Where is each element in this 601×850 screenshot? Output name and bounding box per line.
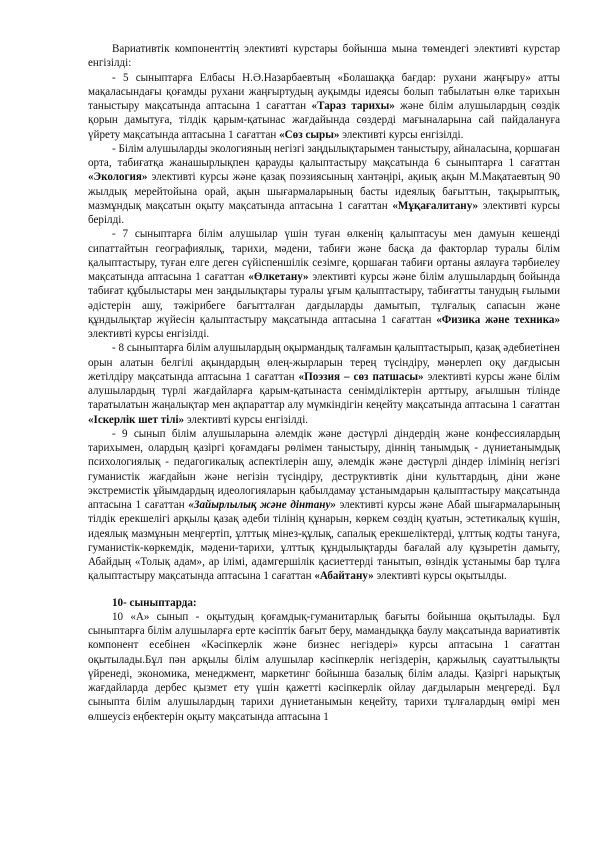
course-mukagalitanu: «Мұқағалитану» — [392, 199, 479, 212]
grade-5-text-a: - 5 сыныптарға Елбасы Н.Ә.Назарбаевтың «Болашаққа бағдар: рухани жаңғыру» атты мақаласындағы қоғамды рухани жаңғыртудың ауқымды идеясы болып табылатын өлке тарихын таныстыру мақсатында аптасына 1 сағаттан — [88, 71, 560, 112]
course-soz-syry: «Сөз сыры» — [279, 128, 340, 141]
course-secularism-religion: «Зайырлылық және дінтану» — [188, 499, 336, 511]
paragraph-ecology — [88, 142, 560, 228]
paragraph-grade-10: 10 «А» сынып - оқытудың қоғамдық-гуманитарлық бағыты бойынша оқытылады. Бұл сыныптарға білім алушыларға ерте кәсіптік бағыт беру, мамандыққа баулу мақсатында вариативтік компонент есебінен «Кәсіпкерлік және бизнес негіздері» курсы аптасына 1 сағаттан оқытылады.Бұл пән арқылы білім алушылар кәсіпкерлік негіздерін, қаржылық сауаттылықты үйренеді, экономика, менеджмент, маркетинг бойынша базалық білім алады. Қазіргі нарықтық жағдайларда дербес қызмет ету үшін қажетті кәсіпкерлік ойлау дағдыларын меңгереді. Бұл сыныпта білім алушылардың тарихи дүниетанымын кеңейту, тарихи тұлғалардың өмірі мен өлшеусіз еңбектерін оқыту мақсатында аптасына 1 — [88, 610, 560, 723]
document-body — [88, 42, 560, 724]
grade-7-text-d: элективті курсы енгізілді. — [88, 328, 210, 340]
grade-8-text-a: - 8 сыныптарға білім алушылардың оқырмандық талғамын қалыптастырып, қазақ әдебиетінен орын алатын белгілі ақындардың өлең-жырларын терең түсіндіру, мәнерлеп оқу дағдысын жетілдіру мақсатында аптасына 1 сағаттан — [88, 342, 560, 383]
grade-7-text-c: элективті курсы және білім алушылардың бойында табиғат құбылыстары мен заңдылықтары туралы ұғым қалыптастыру, табиғатты танудың ғылыми әдістерін ашу, тәжірибеге бағытталған дағдыларды дамытып, тұлғалық сапасын және құндылықтар жүйесін қалыптастыру мақсатында аптасына 1 сағаттан — [88, 271, 560, 326]
course-taraz-history: «Тараз тарихы» — [311, 100, 395, 112]
grade-5-text-c: және білім алушылардың сөздік қорын дамытуға, тілдік қарым-қатынас жағдайында сөздерді мағыналарына сай пайдалануға үйрету мақсатында аптасына 1 сағаттан — [88, 100, 560, 141]
grade-7-text-a: - 7 сыныптарға білім алушылар үшін туған өлкенің қалыптасуы мен дамуын кешенді сипаттайтын географиялық, тарихи, мәдени, табиғи және басқа да факторлар туралы білім қалыптастыру, туған елге деген сүйіспеншілік сезімге, қоршаған табиғи ортаны аялауға тәрбиелеу мақсатында аптасына 1 сағаттан — [88, 228, 560, 283]
section-heading-grade-10: 10- сыныптарда: — [112, 596, 197, 609]
intro-paragraph: Вариативтік компоненттің элективті курстары бойынша мына төмендегі элективті курстар енгізілді: — [88, 43, 560, 70]
paragraph-grade-5 — [88, 71, 560, 142]
grade-9-text-a: - 9 сынып білім алушыларына әлемдік және дәстүрлі діндердің және конфессиялардың тарихымен, олардың қазіргі қоғамдағы рөлімен таныстыру, діннің танымдық - дүниетанымдық психологиялық - педагогикалық аспектілерін ашу, әлемдік және дәстүрлі діндер ілімінің негізгі гуманистік жағдайын және негізін түсіндіру, деструктивтік діни культтардың, діни және экстремистік ұйымдардың идеологияларын қабылдамау ұстанымдарын қалыптастыру мақсатында аптасына 1 сағаттан — [88, 427, 560, 511]
grade-9-text-c: элективті курсы және Абай шығармаларының тілдік ерекшелігі арқылы қазақ әдеби тілінің құнарын, көркем сөздің қуатын, эстетикалық күшін, идеялық мазмұнын меңгертіп, ұлттық мінез-құлық, сапалық ерекшеліктерді, ұлттық кодты тануға, гуманистік-көркемдік, мәдени-тарихи, ұлттық құндылықтарды бағалай алу құзыретін дамыту, Абайдың «Толық адам», ар ілімі, адамгершілік қасиеттерді танытып, өзіндік ұстанымы бар тұлға қалыптастыру мақсатында аптасына 1 сағаттан — [88, 499, 560, 583]
grade-8-text-c: элективті курсы және білім алушылардың түрлі жағдайларға қарым-қатынаста сенімділіктерін арттыру, ағылшын тілінде таратылатын жаңалықтар мен ақпараттар алу мүмкіндігін кеңейту мақсатында аптасына 1 сағаттан — [88, 370, 560, 412]
course-olketanu: «Өлкетану» — [248, 271, 309, 283]
grade-5-text-d: элективті курсы енгізілді. — [339, 128, 464, 141]
course-poetry: «Поэзия – сөз патшасы» — [298, 370, 424, 383]
course-physics-technics: «Физика және техника» — [436, 313, 561, 326]
ecology-text-d: элективті курсы берілді. — [88, 199, 560, 226]
ecology-text-a: - Білім алушыларды экологияның негізгі заңдылықтарымен таныстыру, айналасына, қоршаған орта, табиғатқа жанашырлықпен қарауды қалыптастыру мақсатында 6 сыныптарға 1 сағаттан — [88, 142, 560, 169]
paragraph-grade-9 — [88, 427, 560, 584]
paragraph-grade-7 — [88, 227, 560, 341]
grade-8-text-d: элективті курсы енгізілді. — [184, 413, 309, 426]
course-abaitanu: «Абайтану» — [314, 570, 374, 583]
grade-9-text-d: элективті курсы оқытылды. — [373, 570, 507, 583]
course-business-english: «Іскерлік шет тілі» — [88, 413, 185, 426]
course-ecology: «Экология» — [88, 171, 148, 184]
ecology-text-c: элективті курсы және қазақ поэзиясының хантәңірі, ақиық ақын М.Мақатаевтың 90 жылдық мерейтойына орай, ақын шығармаларының басты идеялық бағыттын, тақырыптық, мазмұндық мақсатын оқыту мақсатында аптасына 1 сағаттан — [88, 171, 560, 212]
paragraph-grade-8 — [88, 341, 560, 427]
